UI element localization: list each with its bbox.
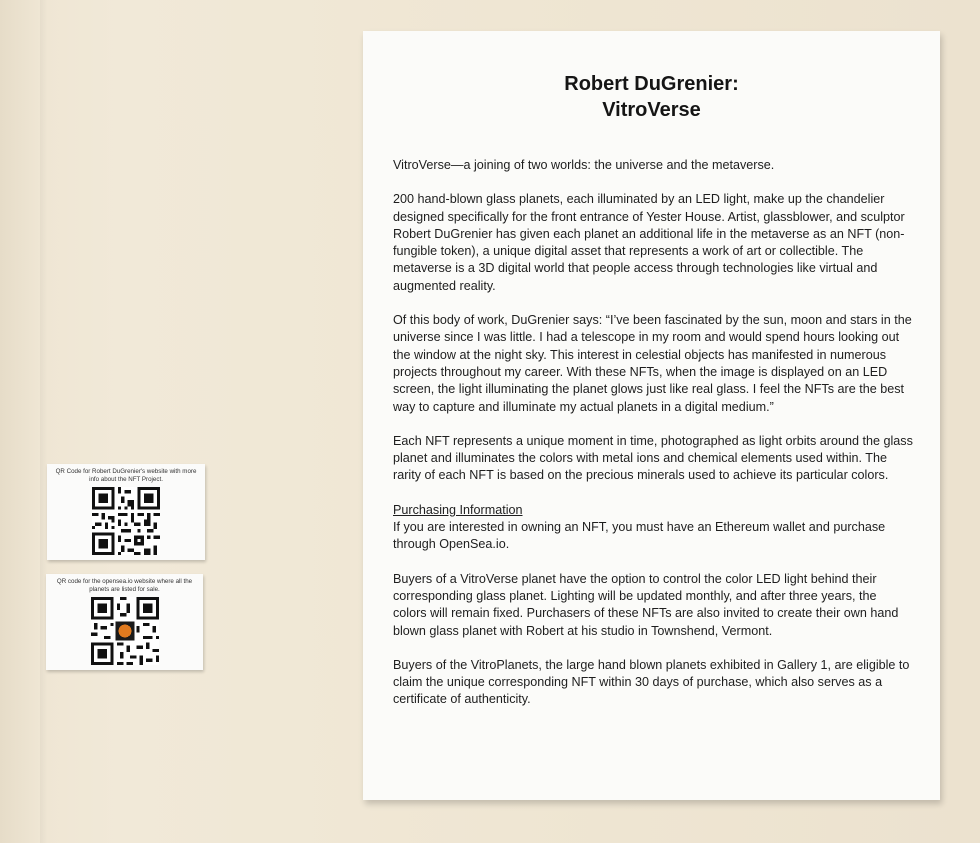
panel-body [393,157,913,726]
qr-card-website-caption: QR Code for Robert DuGrenier's website with more info about the NFT Project. [55,468,197,483]
panel-title [363,71,940,123]
title-artist: Robert DuGrenier: [564,73,739,95]
intro-paragraph: VitroVerse—a joining of two worlds: the universe and the metaverse. [393,158,775,172]
led-paragraph: Buyers of a VitroVerse planet have the option to control the color LED light behind their corresponding glass planet. Lighting will be updated monthly, and after three years, the colors will remain fixed. Purchasers of these NFTs are also invited to create their own hand blown glass planet with Robert at his studio in Townshend, Vermont. [393,571,899,638]
artist-quote-paragraph: Of this body of work, DuGrenier says: “I’ve been fascinated by the sun, moon and stars in the universe since I was little. I had a telescope in my room and would spend hours looking out the window at the night sky. This interest in celestial objects has manifested in numerous projects throughout my career. With these NFTs, when the image is displayed on an LED screen, the light illuminating the planet glows just like real glass. I feel the NFTs are the best way to capture and illuminate my actual planets in a digital medium.” [393,313,912,414]
chandelier-paragraph: 200 hand-blown glass planets, each illuminated by an LED light, make up the chandelier designed specifically for the front entrance of Yester House. Artist, glassblower, and sculptor Robert DuGrenier has given each planet an additional life in the metaverse as an NFT (non-fungible token), a unique digital asset that represents a work of art or collectible. The metaverse is a 3D digital world that people access through technologies like virtual and augmented reality. [393,192,905,293]
purchasing-text: If you are interested in owning an NFT, you must have an Ethereum wallet and purchase through OpenSea.io. [393,520,886,552]
nft-rarity-paragraph: Each NFT represents a unique moment in time, photographed as light orbits around the glass planet and illuminates the colors with metal ions and chemical elements used within. The rarity of each NFT is based on the precious minerals used to achieve its particular colors. [393,433,913,483]
qr-card-opensea-caption: QR code for the opensea.io website where all the planets are listed for sale. [56,578,193,593]
qr-code-icon[interactable] [91,597,159,665]
exhibit-text-panel [363,31,940,800]
qr-code-icon[interactable] [92,487,160,555]
vitroplanets-paragraph: Buyers of the VitroPlanets, the large hand blown planets exhibited in Gallery 1, are eligible to claim the unique corresponding NFT within 30 days of purchase, which also serves as a certificate of authenticity. [393,657,910,707]
qr-card-opensea [46,574,203,670]
wall-corner-shadow [40,0,48,843]
title-work: VitroVerse [602,99,701,121]
purchasing-heading: Purchasing Information [393,502,523,517]
purchasing-section [393,502,913,554]
qr-card-website [47,464,205,560]
